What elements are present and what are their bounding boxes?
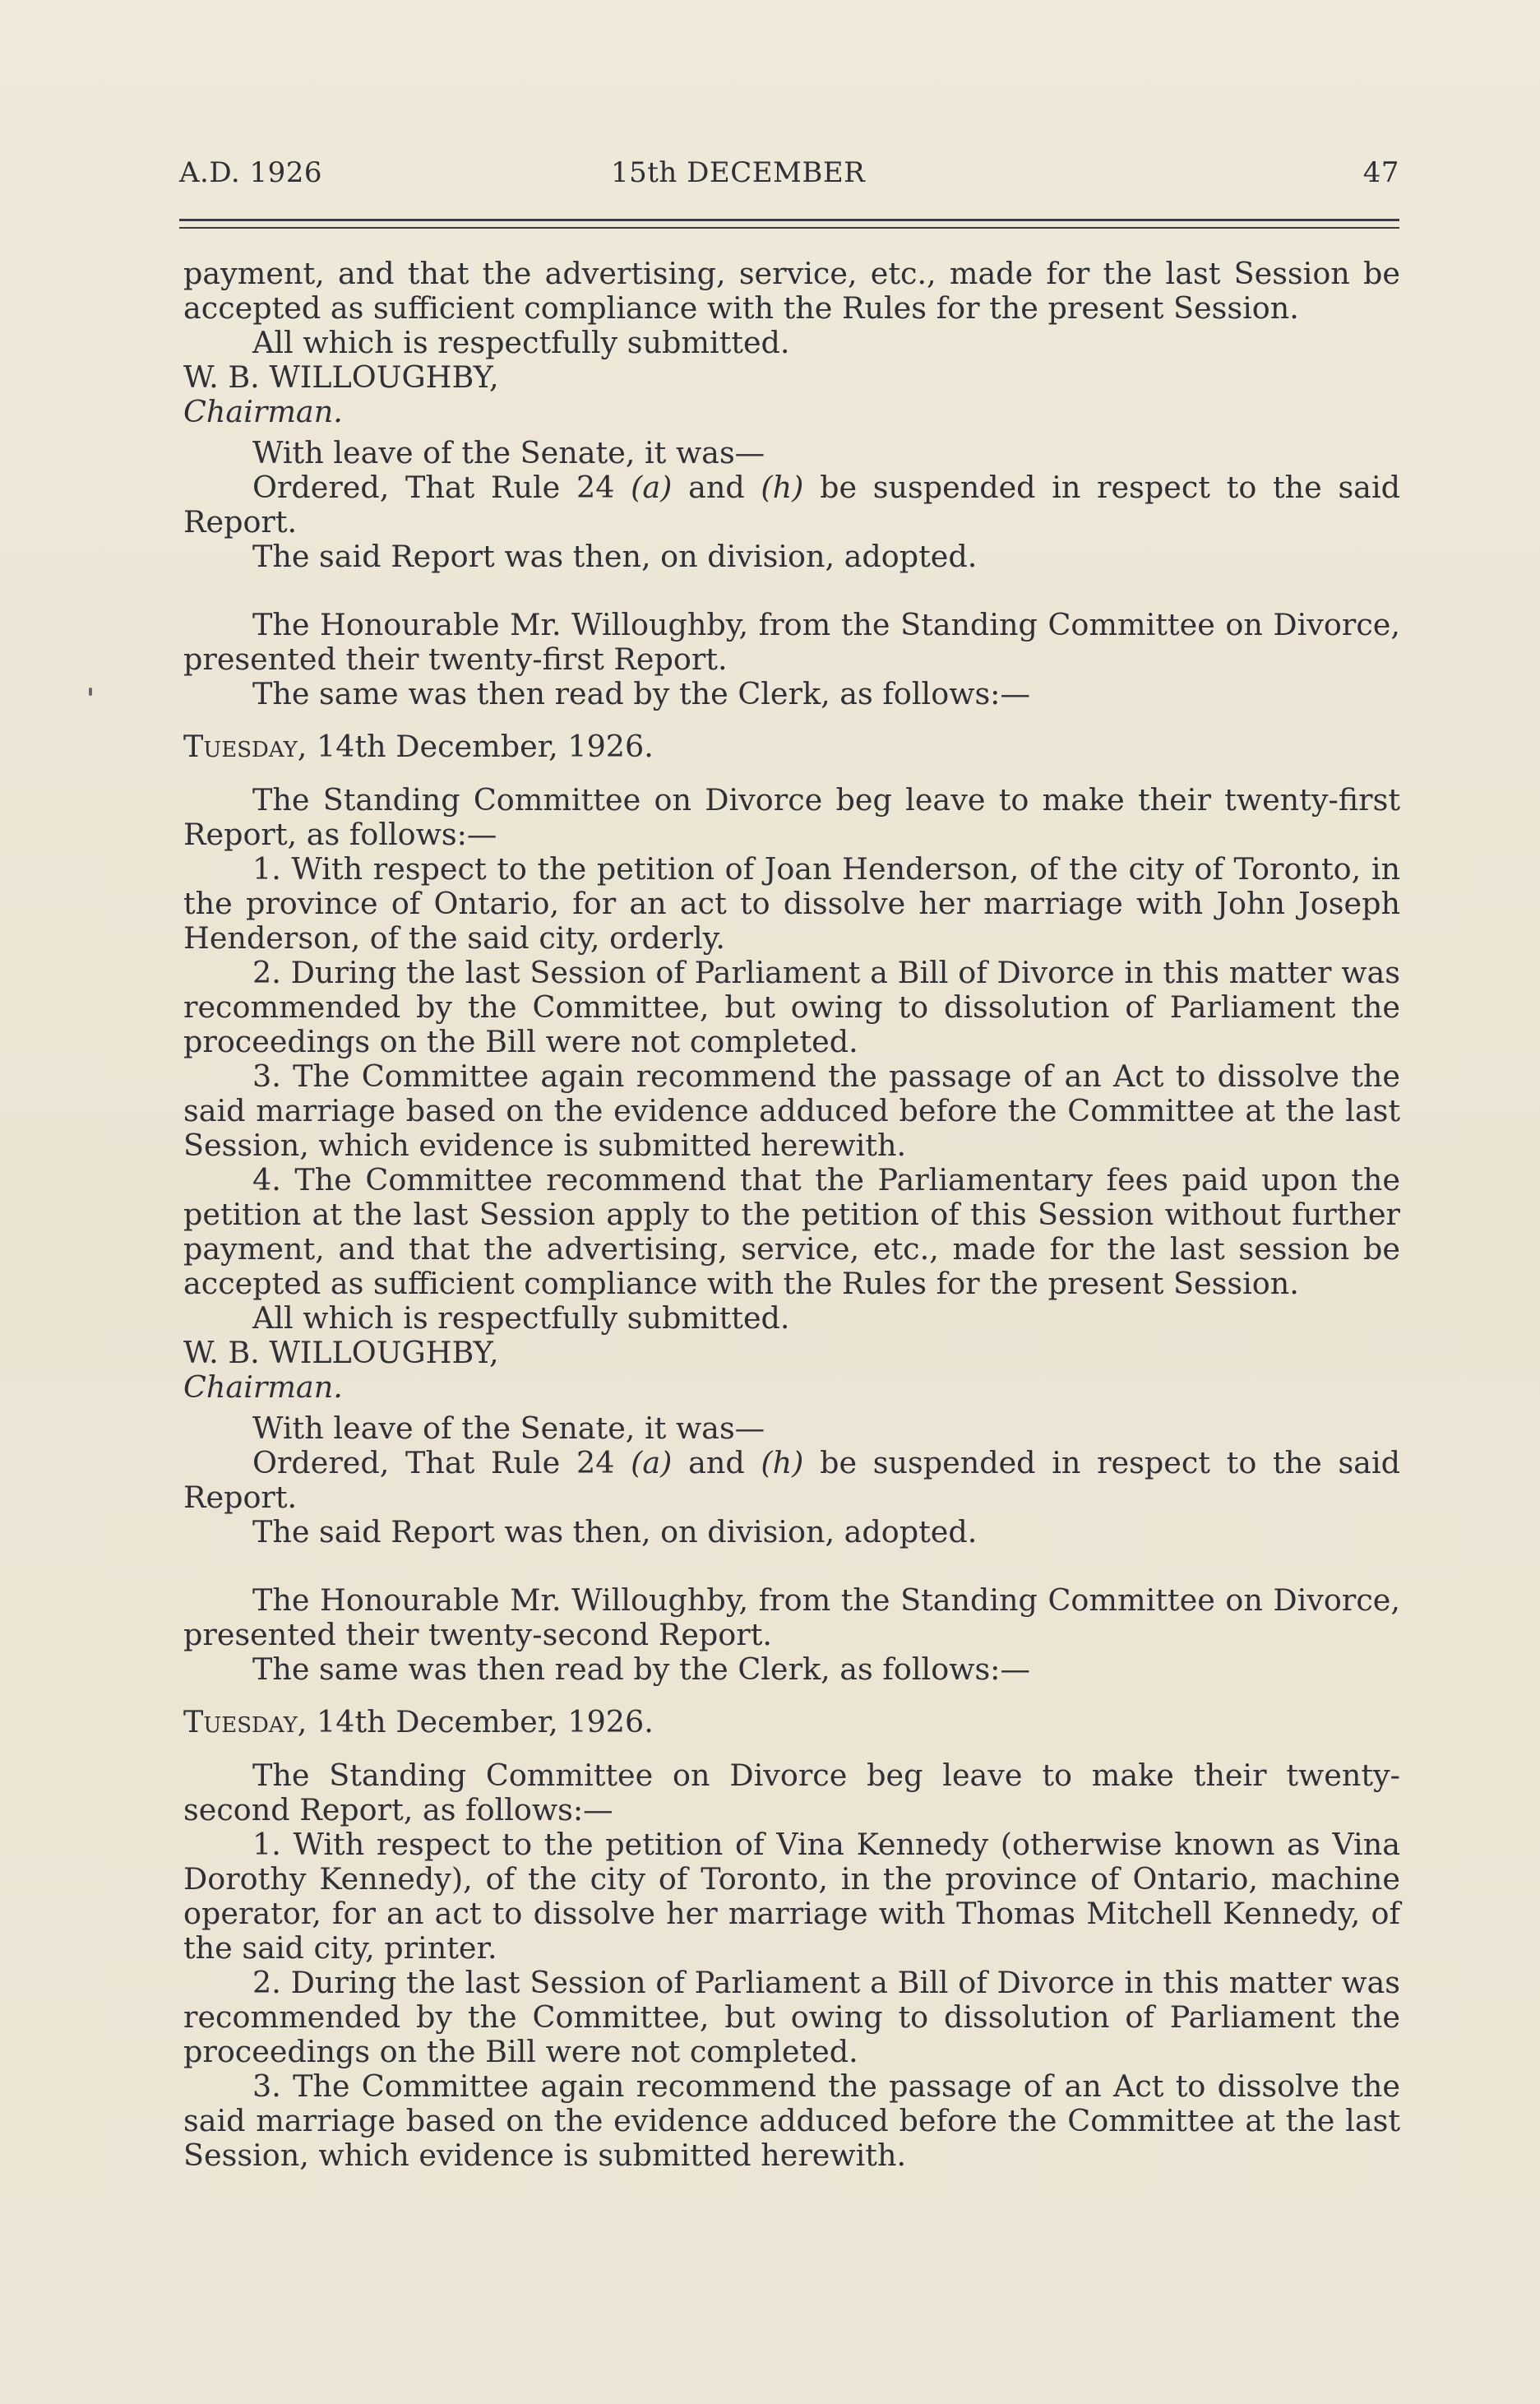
report-date: Tuesday, 14th December, 1926. [183,729,654,764]
running-header [179,156,1399,196]
paragraph-report-presented: The Honourable Mr. Willoughby, from the Standing Committee on Divorce, presented their twenty-first Report. [183,607,1400,677]
signature-role: Chairman. [183,1369,343,1405]
report-date: Tuesday, 14th December, 1926. [183,1704,654,1739]
paragraph-submission: All which is respectfully submitted. [252,1300,790,1336]
paragraph-continuation: payment, and that the advertising, service, etc., made for the last Session be accepted as sufficient compliance with the Rules for the present Session. [183,256,1400,326]
paragraph-leave: With leave of the Senate, it was— [252,435,765,470]
paragraph-item-1: 1. With respect to the petition of Joan Henderson, of the city of Toronto, in the province of Ontario, for an act to dissolve her marriage with John Joseph Henderson, of the said city, orderly. [183,851,1400,956]
signature-name: W. B. WILLOUGHBY, [183,1335,499,1370]
header-rule-top [179,219,1399,221]
journal-body [183,257,1400,2173]
paragraph-item-3: 3. The Committee again recommend the passage of an Act to dissolve the said marriage based on the evidence adduced before the Committee at the last Session, which evidence is submitted herewith. [183,2068,1400,2173]
margin-mark [89,688,92,696]
signature-name: W. B. WILLOUGHBY, [183,359,499,395]
paragraph-submission: All which is respectfully submitted. [252,325,790,360]
paragraph-adopted: The said Report was then, on division, adopted. [252,539,978,574]
paragraph-report-intro: The Standing Committee on Divorce beg leave to make their twenty-first Report, as follows:— [183,782,1400,852]
paragraph-item-4: 4. The Committee recommend that the Parliamentary fees paid upon the petition at the last Session apply to the petition of this Session without further payment, and that the advertising, service, etc., made for the last session be accepted as sufficient compliance with the Rules for the present Session. [183,1162,1400,1301]
header-date: 15th DECEMBER [611,156,866,189]
paragraph-item-1: 1. With respect to the petition of Vina Kennedy (otherwise known as Vina Dorothy Kennedy), of the city of Toronto, in the province of Ontario, machine operator, for an act to dissolve her marriage with Thomas Mitchell Kennedy, of the said city, printer. [183,1827,1400,1966]
signature-role: Chairman. [183,394,343,429]
paragraph-ordered: Ordered, That Rule 24 (a) and (h) be suspended in respect to the said Report. [183,1445,1400,1515]
paragraph-ordered: Ordered, That Rule 24 (a) and (h) be suspended in respect to the said Report. [183,470,1400,540]
paragraph-item-3: 3. The Committee again recommend the passage of an Act to dissolve the said marriage based on the evidence adduced before the Committee at the last Session, which evidence is submitted herewith. [183,1058,1400,1163]
page-number: 47 [1362,156,1399,189]
paragraph-leave: With leave of the Senate, it was— [252,1410,765,1446]
paragraph-report-intro: The Standing Committee on Divorce beg leave to make their twenty-second Report, as follows:— [183,1758,1400,1827]
paragraph-item-2: 2. During the last Session of Parliament a Bill of Divorce in this matter was recommended by the Committee, but owing to dissolution of Parliament the proceedings on the Bill were not completed. [183,1965,1400,2069]
header-rule-bottom [179,227,1399,229]
paragraph-read: The same was then read by the Clerk, as follows:— [252,1651,1030,1687]
paragraph-report-presented: The Honourable Mr. Willoughby, from the Standing Committee on Divorce, presented their twenty-second Report. [183,1582,1400,1652]
header-year: A.D. 1926 [179,156,323,189]
paragraph-read: The same was then read by the Clerk, as follows:— [252,676,1030,711]
paragraph-adopted: The said Report was then, on division, adopted. [252,1514,978,1549]
paragraph-item-2: 2. During the last Session of Parliament a Bill of Divorce in this matter was recommended by the Committee, but owing to dissolution of Parliament the proceedings on the Bill were not completed. [183,955,1400,1059]
